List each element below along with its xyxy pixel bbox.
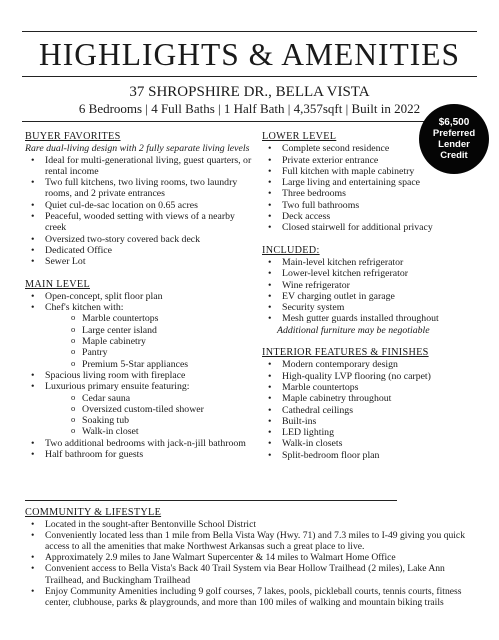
included-heading: INCLUDED: [262, 244, 320, 256]
list-item: • Chef's kitchen with: [29, 302, 255, 313]
list-item: • Ideal for multi-generational living, guest quarters, or rental income [29, 155, 255, 178]
list-item: • Marble countertops [266, 382, 477, 393]
lower-level-list [262, 143, 477, 233]
list-item: • Conveniently located less than 1 mile from Bella Vista Way (Hwy. 71) and 7.3 miles to I-49 giving you quick access to all the amenities that make Northwest Arkansas such a great place to live. [29, 530, 480, 552]
badge-line: Credit [440, 150, 468, 161]
list-item: • Peaceful, wooded setting with views of a nearby creek [29, 211, 255, 234]
included-list [262, 257, 477, 325]
sub-list-item: o Marble countertops [71, 313, 255, 324]
list-item: • Three bedrooms [266, 188, 477, 199]
list-item: • Main-level kitchen refrigerator [266, 257, 477, 268]
community-list [25, 519, 480, 608]
list-item: • Two additional bedrooms with jack-n-jill bathroom [29, 438, 255, 449]
buyer-favorites-heading: BUYER FAVORITES [25, 131, 121, 142]
list-item: • Lower-level kitchen refrigerator [266, 268, 477, 279]
page-title: HIGHLIGHTS & AMENITIES [39, 37, 460, 72]
left-column [25, 131, 255, 460]
list-item: • Built-ins [266, 416, 477, 427]
list-item: • Dedicated Office [29, 245, 255, 256]
list-item: • Deck access [266, 211, 477, 222]
sub-list-item: o Large center island [71, 325, 255, 336]
list-item: • EV charging outlet in garage [266, 291, 477, 302]
community-heading: COMMUNITY & LIFESTYLE [25, 507, 162, 518]
list-item: • Oversized two-story covered back deck [29, 234, 255, 245]
list-item: • Two full kitchens, two living rooms, two laundry rooms, and 2 private entrances [29, 177, 255, 200]
list-item: • Open-concept, split floor plan [29, 291, 255, 302]
list-item: • Luxurious primary ensuite featuring: [29, 381, 255, 392]
badge-amount: $6,500 [438, 117, 470, 128]
list-item: • Cathedral ceilings [266, 405, 477, 416]
list-item: • Enjoy Community Amenities including 9 golf courses, 7 lakes, pools, pickleball courts, tennis courts, fitness center, clubhouse, parks & playgrounds, and more than 100 miles of walking and mountain biking trails [29, 586, 480, 608]
main-level-list-cont [25, 370, 255, 393]
sub-list-item: o Oversized custom-tiled shower [71, 404, 255, 415]
sub-list-item: o Premium 5-Star appliances [71, 359, 255, 370]
sub-list-item: o Maple cabinetry [71, 336, 255, 347]
top-rule [22, 31, 477, 32]
list-item: • Two full bathrooms [266, 200, 477, 211]
badge-line: Preferred [432, 128, 476, 139]
sub-list-item: o Cedar sauna [71, 393, 255, 404]
list-item: • Modern contemporary design [266, 359, 477, 370]
interior-list [262, 359, 477, 461]
main-level-list-end [25, 438, 255, 461]
title-rule [22, 76, 477, 77]
sub-list-item: o Walk-in closet [71, 426, 255, 437]
list-item: • Approximately 2.9 miles to Jane Walmart Supercenter & 14 miles to Walmart Home Office [29, 552, 480, 563]
sub-list-item: o Soaking tub [71, 415, 255, 426]
sub-list-item: o Pantry [71, 347, 255, 358]
list-item: • Quiet cul-de-sac location on 0.65 acres [29, 200, 255, 211]
list-item: • Private exterior entrance [266, 155, 477, 166]
header-rule [22, 121, 477, 122]
community-section [25, 507, 480, 608]
ensuite-sublist [25, 393, 255, 438]
list-item: • Closed stairwell for additional privacy [266, 222, 477, 233]
list-item: • Half bathroom for guests [29, 449, 255, 460]
list-item: • Full kitchen with maple cabinetry [266, 166, 477, 177]
section-divider [25, 500, 397, 501]
list-item: • Wine refrigerator [266, 280, 477, 291]
main-level-heading: MAIN LEVEL [25, 278, 90, 290]
interior-heading: INTERIOR FEATURES & FINISHES [262, 347, 429, 359]
list-item: • Complete second residence [266, 143, 477, 154]
list-item: • High-quality LVP flooring (no carpet) [266, 371, 477, 382]
list-item: • Walk-in closets [266, 438, 477, 449]
list-item: • Security system [266, 302, 477, 313]
buyer-favorites-list [25, 155, 255, 268]
list-item: • Spacious living room with fireplace [29, 370, 255, 381]
property-address: 37 SHROPSHIRE DR., BELLA VISTA [129, 84, 370, 100]
property-specs: 6 Bedrooms | 4 Full Baths | 1 Half Bath | 4,357sqft | Built in 2022 [78, 101, 421, 116]
list-item: • Located in the sought-after Bentonville School District [29, 519, 480, 530]
included-note: Additional furniture may be negotiable [277, 324, 430, 336]
list-item: • Sewer Lot [29, 256, 255, 267]
list-item: • Maple cabinetry throughout [266, 393, 477, 404]
list-item: • Mesh gutter guards installed throughout [266, 313, 477, 324]
list-item: • LED lighting [266, 427, 477, 438]
lower-level-heading: LOWER LEVEL [262, 131, 337, 142]
badge-line: Lender [438, 139, 470, 150]
list-item: • Convenient access to Bella Vista's Back 40 Trail System via Bear Hollow Trailhead (2 miles), Lake Ann Trailhead, and Buckingham Trailhead [29, 563, 480, 585]
list-item: • Large living and entertaining space [266, 177, 477, 188]
main-level-list [25, 291, 255, 314]
list-item: • Split-bedroom floor plan [266, 450, 477, 461]
right-column [262, 131, 477, 461]
buyer-favorites-note: Rare dual-living design with 2 fully separate living levels [25, 143, 250, 155]
kitchen-sublist [25, 313, 255, 369]
